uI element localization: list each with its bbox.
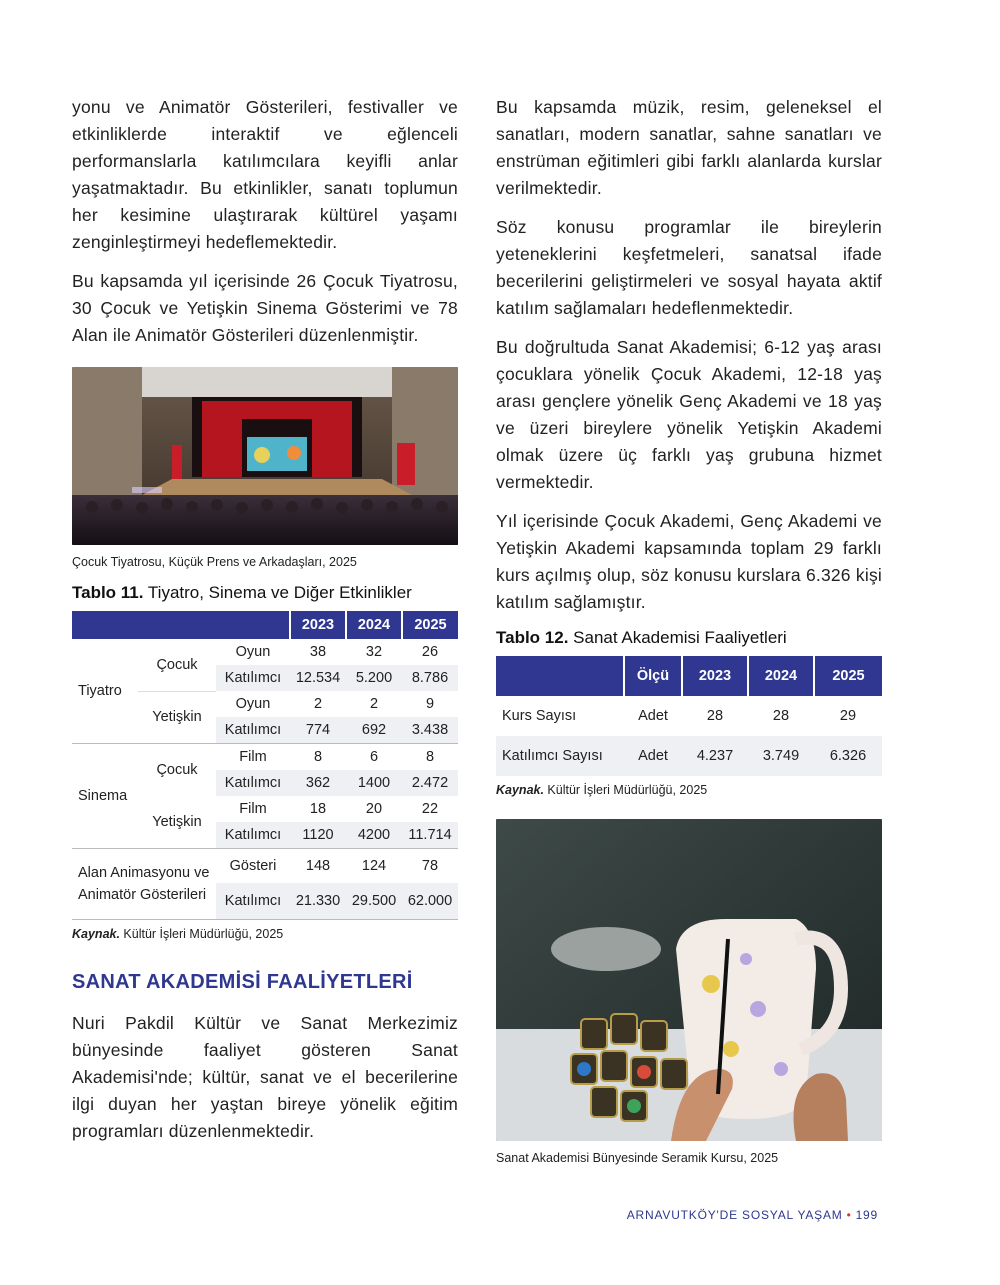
table11 — [72, 611, 458, 920]
subgroup-label: Çocuk — [138, 639, 216, 691]
metric-label: Film — [239, 801, 267, 817]
table-cell: 4.237 — [682, 736, 748, 776]
section-heading: SANAT AKADEMİSİ FAALİYETLERİ — [72, 971, 413, 993]
table-row — [72, 849, 458, 884]
table-header-year: 2023 — [682, 656, 748, 696]
table-cell: 3.438 — [402, 717, 458, 744]
table-row — [72, 744, 458, 771]
table-cell: 1120 — [290, 822, 346, 849]
table-cell: 8.786 — [411, 670, 449, 686]
source-text: Kültür İşleri Müdürlüğü, 2025 — [119, 927, 284, 941]
table-cell: 78 — [421, 858, 439, 874]
table-header-year: 2023 — [290, 611, 346, 639]
table-cell: 4200 — [346, 822, 402, 849]
table12-number: Tablo 12. — [496, 628, 569, 647]
table-cell: 3.749 — [748, 736, 814, 776]
paragraph: yonu ve Animatör Gösterileri, festivaller ve etkinliklerde interaktif ve eğlenceli performanslarla katılımcılara keyifli anlar yaşatmaktadır. Bu etkinlikler, sanatı toplumun her kesimine ulaştırarak kültürel yaşamı zenginleştirmeyi hedeflemektedir. — [72, 97, 458, 252]
table-cell: 2.472 — [411, 775, 449, 791]
table12-title — [496, 628, 882, 648]
table-header-year: 2025 — [402, 611, 458, 639]
table-cell: 8 — [425, 749, 435, 765]
paragraph: Bu kapsamda müzik, resim, geleneksel el sanatları, modern sanatlar, sahne sanatları ve enstrüman eğitimleri gibi farklı alanlarda kurslar verilmektedir. — [496, 97, 882, 198]
metric-label: Katılımcı — [224, 775, 282, 791]
metric-label: Katılımcı — [216, 822, 290, 849]
group-label: Sinema — [72, 744, 138, 849]
table-cell: 692 — [346, 717, 402, 744]
metric-label: Katılımcı — [216, 883, 290, 920]
table11-source — [72, 927, 458, 941]
metric-label: Katılımcı — [224, 670, 282, 686]
table-cell: 32 — [365, 644, 383, 660]
table-row — [496, 696, 882, 736]
table-cell: 18 — [309, 801, 327, 817]
paragraph: Söz konusu programlar ile bireylerin yeteneklerini keşfetmeleri, sanatsal ifade becerilerini geliştirmeleri ve sosyal hayata aktif katılım sağlamaları hedeflenmektedir. — [496, 217, 882, 318]
paragraph: Bu doğrultuda Sanat Akademisi; 6-12 yaş arası çocuklara yönelik Çocuk Akademi, 12-18 yaş arası gençlere yönelik Genç Akademi ve 18 yaş ve üzeri bireylere yönelik Yetişkin Akademi olmak üzere üç farklı yaş grubuna hizmet vermektedir. — [496, 337, 882, 492]
group-label: Tiyatro — [72, 639, 138, 744]
table-header-year: 2024 — [346, 611, 402, 639]
subgroup-label: Çocuk — [156, 762, 198, 778]
right-column — [496, 94, 882, 1165]
table-cell: 6 — [369, 749, 379, 765]
photo-caption: Çocuk Tiyatrosu, Küçük Prens ve Arkadaşları, 2025 — [72, 555, 357, 569]
table12-header — [496, 656, 882, 696]
table11-title — [72, 583, 458, 603]
metric-label: Katılımcı — [216, 717, 290, 744]
subgroup-label: Yetişkin — [138, 796, 216, 849]
table12 — [496, 656, 882, 776]
table-cell: 21.330 — [290, 883, 346, 920]
metric-label: Oyun — [235, 696, 271, 712]
source-label: Kaynak. — [72, 927, 120, 941]
table-header-blank — [72, 611, 290, 639]
table-cell: 20 — [365, 801, 383, 817]
ceramics-photo-illustration — [496, 819, 882, 1141]
subgroup-label: Yetişkin — [138, 691, 216, 744]
paragraph: Bu kapsamda yıl içerisinde 26 Çocuk Tiyatrosu, 30 Çocuk ve Yetişkin Sinema Gösterimi ve 78 Alan ile Animatör Gösterileri düzenlenmiştir. — [72, 271, 458, 345]
paragraph: Nuri Pakdil Kültür ve Sanat Merkezimiz bünyesinde faaliyet gösteren Sanat Akademisi'nde; kültür, sanat ve el becerilerine ilgi duyan her yaştan bireye yönelik eğitim programları düzenlenmektedir. — [72, 1013, 458, 1141]
source-label: Kaynak. — [496, 783, 544, 797]
page-footer — [627, 1208, 878, 1222]
left-column — [72, 94, 458, 1157]
table-cell: Adet — [624, 736, 682, 776]
table-cell: 2 — [313, 696, 323, 712]
table-cell: 28 — [706, 708, 724, 724]
table-cell: 148 — [305, 858, 331, 874]
theatre-photo — [72, 367, 458, 545]
table-cell: 11.714 — [402, 822, 458, 849]
metric-label: Gösteri — [229, 858, 277, 874]
table-header: Ölçü — [624, 656, 682, 696]
table11-header — [72, 611, 458, 639]
table11-number: Tablo 11. — [72, 583, 144, 602]
footer-bullet: • — [846, 1208, 852, 1222]
table-cell: 26 — [421, 644, 439, 660]
row-label: Kurs Sayısı — [502, 708, 577, 724]
table-cell: 9 — [425, 696, 435, 712]
metric-label: Film — [239, 749, 267, 765]
table-cell: 774 — [290, 717, 346, 744]
table-cell: 8 — [313, 749, 323, 765]
group-label: Alan Animasyonu ve Animatör Gösterileri — [72, 849, 216, 920]
table-cell: 29 — [839, 708, 857, 724]
table-cell: 28 — [772, 708, 790, 724]
table-row — [72, 639, 458, 665]
table-header-year: 2025 — [814, 656, 882, 696]
theatre-photo-illustration — [72, 367, 458, 545]
table-cell: 29.500 — [346, 883, 402, 920]
table-cell: 22 — [421, 801, 439, 817]
table-header-year: 2024 — [748, 656, 814, 696]
table-cell: 5.200 — [355, 670, 393, 686]
table-cell: 2 — [369, 696, 379, 712]
table11-name: Tiyatro, Sinema ve Diğer Etkinlikler — [143, 583, 412, 602]
table-cell: 6.326 — [814, 736, 882, 776]
table-cell: 12.534 — [295, 670, 341, 686]
table-cell: 362 — [305, 775, 331, 791]
table-cell: 1400 — [357, 775, 391, 791]
table-header-blank — [496, 656, 624, 696]
table-row — [496, 736, 882, 776]
table-cell: 124 — [361, 858, 387, 874]
metric-label: Oyun — [235, 644, 271, 660]
page-number: 199 — [855, 1208, 878, 1222]
source-text: Kültür İşleri Müdürlüğü, 2025 — [543, 783, 708, 797]
ceramics-photo — [496, 819, 882, 1141]
footer-title: ARNAVUTKÖY'DE SOSYAL YAŞAM — [626, 1208, 843, 1222]
table-cell: 38 — [309, 644, 327, 660]
paragraph: Yıl içerisinde Çocuk Akademi, Genç Akademi ve Yetişkin Akademi kapsamında toplam 29 farklı kurs açılmış olup, söz konusu kurslara 6.326 kişi katılım sağlamıştır. — [496, 511, 882, 612]
table12-source — [496, 783, 882, 797]
table-cell: Adet — [638, 708, 668, 724]
row-label: Katılımcı Sayısı — [496, 736, 624, 776]
table12-name: Sanat Akademisi Faaliyetleri — [568, 628, 787, 647]
photo-caption: Sanat Akademisi Bünyesinde Seramik Kursu, 2025 — [496, 1151, 779, 1165]
table-cell: 62.000 — [402, 883, 458, 920]
